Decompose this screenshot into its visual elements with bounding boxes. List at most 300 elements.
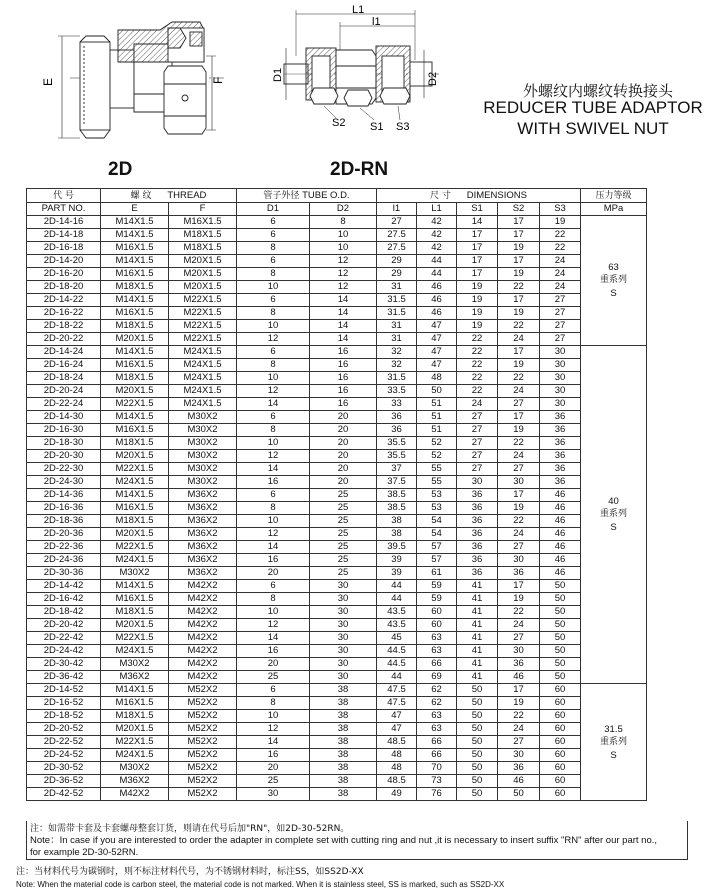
table-cell: M14X1.5 bbox=[101, 346, 169, 359]
table-cell: 27 bbox=[457, 437, 498, 450]
table-cell: 30 bbox=[310, 645, 377, 658]
table-cell: 41 bbox=[457, 658, 498, 671]
table-cell: 19 bbox=[457, 294, 498, 307]
table-cell: 30 bbox=[310, 593, 377, 606]
table-cell: 46 bbox=[540, 515, 581, 528]
table-cell: 22 bbox=[540, 229, 581, 242]
table-cell: 31.5 bbox=[377, 294, 417, 307]
table-cell: 19 bbox=[540, 216, 581, 229]
table-cell: 19 bbox=[457, 307, 498, 320]
table-cell: 19 bbox=[457, 281, 498, 294]
table-cell: M30X2 bbox=[101, 762, 169, 775]
table-cell: M52X2 bbox=[169, 788, 237, 801]
dim-label-S2: S2 bbox=[332, 117, 346, 129]
table-cell: M36X2 bbox=[101, 775, 169, 788]
table-cell: M20X1.5 bbox=[169, 281, 237, 294]
table-cell: 10 bbox=[237, 372, 310, 385]
table-cell: 41 bbox=[457, 671, 498, 684]
table-cell: M14X1.5 bbox=[101, 580, 169, 593]
header-tube bbox=[237, 189, 377, 203]
table-cell: 36 bbox=[457, 528, 498, 541]
table-cell: 42 bbox=[417, 229, 457, 242]
table-row bbox=[27, 450, 647, 463]
table-cell: 36 bbox=[498, 567, 540, 580]
table-cell: 36 bbox=[540, 437, 581, 450]
table-cell: 17 bbox=[498, 294, 540, 307]
part-number-cell: 2D-24-42 bbox=[27, 645, 101, 658]
table-cell: 27 bbox=[498, 541, 540, 554]
table-row bbox=[27, 632, 647, 645]
table-cell: 38 bbox=[310, 736, 377, 749]
table-cell: 44 bbox=[417, 268, 457, 281]
table-cell: 36 bbox=[540, 424, 581, 437]
table-cell: M36X2 bbox=[169, 541, 237, 554]
table-cell: 29 bbox=[377, 268, 417, 281]
table-row bbox=[27, 749, 647, 762]
header-tube-cn: 管子外径 bbox=[263, 190, 300, 201]
table-row bbox=[27, 736, 647, 749]
table-cell: 42 bbox=[417, 216, 457, 229]
table-cell: 16 bbox=[310, 385, 377, 398]
table-cell: 10 bbox=[237, 281, 310, 294]
table-cell: 50 bbox=[457, 684, 498, 697]
table-cell: 73 bbox=[417, 775, 457, 788]
table-cell: 16 bbox=[310, 398, 377, 411]
table-cell: 30 bbox=[310, 658, 377, 671]
table-cell: 27 bbox=[498, 632, 540, 645]
table-cell: 46 bbox=[540, 554, 581, 567]
table-cell: 31 bbox=[377, 320, 417, 333]
table-cell: 50 bbox=[540, 671, 581, 684]
dim-label-D1: D1 bbox=[272, 67, 284, 82]
table-cell: 25 bbox=[310, 554, 377, 567]
header-part-en: PART NO. bbox=[27, 203, 101, 216]
table-cell: M42X2 bbox=[169, 658, 237, 671]
table-cell: 50 bbox=[457, 749, 498, 762]
dim-label-S3: S3 bbox=[396, 121, 410, 133]
table-cell: 17 bbox=[457, 255, 498, 268]
header-dimensions bbox=[377, 189, 581, 203]
table-cell: M52X2 bbox=[169, 775, 237, 788]
table-cell: 44 bbox=[377, 580, 417, 593]
table-row bbox=[27, 606, 647, 619]
table-cell: 41 bbox=[457, 606, 498, 619]
table-cell: 19 bbox=[498, 359, 540, 372]
table-cell: 12 bbox=[310, 281, 377, 294]
part-number-cell: 2D-22-36 bbox=[27, 541, 101, 554]
table-cell: 36 bbox=[457, 502, 498, 515]
table-cell: 30 bbox=[498, 476, 540, 489]
table-cell: 38 bbox=[310, 697, 377, 710]
table-cell: M42X2 bbox=[169, 606, 237, 619]
order-note-example: for example 2D-30-52RN. bbox=[30, 847, 139, 858]
table-cell: 63 bbox=[417, 645, 457, 658]
table-cell: 63 bbox=[417, 632, 457, 645]
table-row bbox=[27, 281, 647, 294]
header-col-s1: S1 bbox=[457, 203, 498, 216]
order-note-en: Note：In case if you are interested to order the adapter in complete set with cutting ring and nut ,it is necessary to insert suffix "RN" after our part no., bbox=[30, 835, 658, 846]
table-cell: 32 bbox=[377, 359, 417, 372]
table-cell: 10 bbox=[237, 710, 310, 723]
table-cell: 38 bbox=[310, 788, 377, 801]
table-cell: 60 bbox=[540, 723, 581, 736]
header-dim-cn: 尺 寸 bbox=[430, 190, 451, 201]
table-cell: M36X2 bbox=[169, 554, 237, 567]
pressure-mpa: 40 bbox=[608, 496, 619, 507]
table-cell: 48 bbox=[377, 762, 417, 775]
table-cell: M20X1.5 bbox=[101, 450, 169, 463]
table-cell: 12 bbox=[237, 450, 310, 463]
header-col-d2: D2 bbox=[310, 203, 377, 216]
part-number-cell: 2D-20-36 bbox=[27, 528, 101, 541]
table-cell: 50 bbox=[540, 619, 581, 632]
table-cell: 47.5 bbox=[377, 697, 417, 710]
table-cell: 20 bbox=[310, 476, 377, 489]
table-cell: 19 bbox=[498, 307, 540, 320]
table-row bbox=[27, 385, 647, 398]
table-cell: 62 bbox=[417, 684, 457, 697]
table-row bbox=[27, 580, 647, 593]
table-cell: 44.5 bbox=[377, 658, 417, 671]
table-cell: M16X1.5 bbox=[101, 697, 169, 710]
table-cell: M36X2 bbox=[169, 567, 237, 580]
part-number-cell: 2D-16-24 bbox=[27, 359, 101, 372]
table-body bbox=[27, 216, 647, 801]
table-cell: 38.5 bbox=[377, 502, 417, 515]
table-cell: M52X2 bbox=[169, 710, 237, 723]
table-cell: 39.5 bbox=[377, 541, 417, 554]
part-number-cell: 2D-14-16 bbox=[27, 216, 101, 229]
table-cell: 54 bbox=[417, 528, 457, 541]
table-row bbox=[27, 762, 647, 775]
header-thread-cn: 螺 纹 bbox=[130, 190, 152, 201]
table-cell: 47 bbox=[417, 359, 457, 372]
table-cell: 43.5 bbox=[377, 619, 417, 632]
table-cell: M22X1.5 bbox=[101, 398, 169, 411]
table-cell: 37 bbox=[377, 463, 417, 476]
part-number-cell: 2D-16-22 bbox=[27, 307, 101, 320]
pressure-series: S bbox=[610, 522, 617, 533]
table-row bbox=[27, 671, 647, 684]
table-cell: 14 bbox=[237, 398, 310, 411]
table-cell: 46 bbox=[540, 528, 581, 541]
table-cell: 60 bbox=[540, 775, 581, 788]
table-cell: 17 bbox=[498, 346, 540, 359]
table-cell: 22 bbox=[457, 372, 498, 385]
table-cell: 30 bbox=[540, 398, 581, 411]
table-cell: M24X1.5 bbox=[169, 346, 237, 359]
pressure-mpa: 63 bbox=[608, 262, 619, 273]
part-number-cell: 2D-36-52 bbox=[27, 775, 101, 788]
table-cell: 66 bbox=[417, 658, 457, 671]
table-cell: M16X1.5 bbox=[101, 424, 169, 437]
table-cell: M22X1.5 bbox=[101, 541, 169, 554]
table-row bbox=[27, 723, 647, 736]
dim-label-L1: L1 bbox=[352, 4, 365, 16]
table-cell: 50 bbox=[457, 723, 498, 736]
header-part-cn: 代 号 bbox=[27, 189, 101, 203]
part-number-cell: 2D-14-24 bbox=[27, 346, 101, 359]
table-row bbox=[27, 775, 647, 788]
table-cell: 59 bbox=[417, 593, 457, 606]
table-cell: 22 bbox=[498, 372, 540, 385]
table-cell: 46 bbox=[540, 541, 581, 554]
table-cell: M14X1.5 bbox=[101, 411, 169, 424]
table-cell: 14 bbox=[310, 333, 377, 346]
table-cell: 14 bbox=[237, 541, 310, 554]
table-cell: 46 bbox=[540, 489, 581, 502]
table-cell: 61 bbox=[417, 567, 457, 580]
dim-label-e: E bbox=[41, 77, 55, 86]
table-row bbox=[27, 398, 647, 411]
header-col-s3: S3 bbox=[540, 203, 581, 216]
table-cell: 36 bbox=[540, 411, 581, 424]
table-cell: 43.5 bbox=[377, 606, 417, 619]
table-cell: 32 bbox=[377, 346, 417, 359]
part-number-cell: 2D-42-52 bbox=[27, 788, 101, 801]
table-cell: 50 bbox=[457, 710, 498, 723]
table-cell: M36X2 bbox=[101, 671, 169, 684]
table-cell: 24 bbox=[498, 723, 540, 736]
table-cell: 55 bbox=[417, 476, 457, 489]
table-cell: 63 bbox=[417, 710, 457, 723]
table-cell: 16 bbox=[237, 554, 310, 567]
table-cell: 24 bbox=[498, 333, 540, 346]
table-cell: M18X1.5 bbox=[101, 320, 169, 333]
table-cell: 36 bbox=[457, 541, 498, 554]
table-cell: M20X1.5 bbox=[101, 385, 169, 398]
table-row bbox=[27, 333, 647, 346]
table-cell: 36 bbox=[457, 515, 498, 528]
table-header-row-2 bbox=[27, 203, 647, 216]
table-cell: M52X2 bbox=[169, 684, 237, 697]
table-cell: 27 bbox=[498, 463, 540, 476]
table-cell: 6 bbox=[237, 684, 310, 697]
table-cell: 25 bbox=[310, 567, 377, 580]
table-cell: M30X2 bbox=[169, 476, 237, 489]
table-cell: 36 bbox=[457, 567, 498, 580]
table-cell: 6 bbox=[237, 216, 310, 229]
dim-label-D2: D2 bbox=[427, 71, 439, 86]
table-cell: 8 bbox=[237, 268, 310, 281]
header-col-s2: S2 bbox=[498, 203, 540, 216]
part-number-cell: 2D-36-42 bbox=[27, 671, 101, 684]
table-cell: M14X1.5 bbox=[101, 684, 169, 697]
table-cell: M22X1.5 bbox=[169, 333, 237, 346]
part-number-cell: 2D-20-42 bbox=[27, 619, 101, 632]
pressure-cn: 重系列 bbox=[599, 509, 627, 519]
table-cell: 55 bbox=[417, 463, 457, 476]
table-cell: 44.5 bbox=[377, 645, 417, 658]
table-cell: 27.5 bbox=[377, 229, 417, 242]
table-cell: 38 bbox=[310, 710, 377, 723]
part-number-cell: 2D-16-52 bbox=[27, 697, 101, 710]
table-cell: 20 bbox=[310, 424, 377, 437]
table-row bbox=[27, 294, 647, 307]
table-cell: 27 bbox=[498, 736, 540, 749]
table-cell: 24 bbox=[540, 255, 581, 268]
part-number-cell: 2D-16-42 bbox=[27, 593, 101, 606]
dim-label-f: F bbox=[211, 76, 225, 84]
table-cell: 14 bbox=[237, 736, 310, 749]
table-cell: 8 bbox=[237, 424, 310, 437]
table-cell: 30 bbox=[310, 606, 377, 619]
part-number-cell: 2D-16-20 bbox=[27, 268, 101, 281]
part-number-cell: 2D-18-20 bbox=[27, 281, 101, 294]
table-cell: 19 bbox=[498, 424, 540, 437]
header-pressure-cn: 压力等级 bbox=[581, 189, 647, 203]
table-cell: M24X1.5 bbox=[169, 398, 237, 411]
table-cell: 14 bbox=[310, 307, 377, 320]
table-cell: M42X2 bbox=[101, 788, 169, 801]
drawing-2d bbox=[58, 22, 225, 138]
table-row bbox=[27, 528, 647, 541]
part-number-cell: 2D-24-30 bbox=[27, 476, 101, 489]
table-cell: 14 bbox=[310, 294, 377, 307]
table-cell: 60 bbox=[417, 619, 457, 632]
table-cell: 36 bbox=[457, 489, 498, 502]
table-cell: 41 bbox=[457, 593, 498, 606]
table-cell: 66 bbox=[417, 749, 457, 762]
table-cell: 22 bbox=[498, 606, 540, 619]
pressure-series: S bbox=[610, 288, 617, 299]
table-cell: M42X2 bbox=[169, 619, 237, 632]
table-cell: M14X1.5 bbox=[101, 216, 169, 229]
part-number-cell: 2D-18-24 bbox=[27, 372, 101, 385]
table-cell: 60 bbox=[540, 762, 581, 775]
table-cell: M18X1.5 bbox=[101, 372, 169, 385]
table-row bbox=[27, 697, 647, 710]
table-cell: 6 bbox=[237, 411, 310, 424]
part-number-cell: 2D-22-52 bbox=[27, 736, 101, 749]
part-number-cell: 2D-14-20 bbox=[27, 255, 101, 268]
table-row bbox=[27, 242, 647, 255]
table-cell: 10 bbox=[237, 606, 310, 619]
table-cell: 52 bbox=[417, 437, 457, 450]
table-cell: 12 bbox=[237, 619, 310, 632]
header-tube-en: TUBE O.D. bbox=[302, 189, 350, 201]
table-cell: M36X2 bbox=[169, 528, 237, 541]
table-cell: 38 bbox=[310, 684, 377, 697]
table-cell: 50 bbox=[540, 580, 581, 593]
table-cell: M14X1.5 bbox=[101, 255, 169, 268]
table-cell: M30X2 bbox=[169, 424, 237, 437]
header-col-l1-small: l1 bbox=[377, 203, 417, 216]
table-cell: 12 bbox=[310, 255, 377, 268]
table-cell: 38 bbox=[310, 749, 377, 762]
table-cell: 22 bbox=[498, 437, 540, 450]
table-cell: 54 bbox=[417, 515, 457, 528]
table-cell: 38 bbox=[310, 723, 377, 736]
table-cell: 51 bbox=[417, 411, 457, 424]
table-cell: 60 bbox=[540, 710, 581, 723]
table-cell: 66 bbox=[417, 736, 457, 749]
table-cell: 14 bbox=[237, 632, 310, 645]
pressure-cn: 重系列 bbox=[599, 275, 627, 285]
table-cell: M14X1.5 bbox=[101, 229, 169, 242]
table-cell: 51 bbox=[417, 424, 457, 437]
table-cell: 60 bbox=[417, 606, 457, 619]
table-cell: 22 bbox=[457, 385, 498, 398]
table-cell: 27 bbox=[457, 424, 498, 437]
pressure-class-cell bbox=[581, 346, 647, 684]
table-cell: 38 bbox=[310, 775, 377, 788]
table-cell: 41 bbox=[457, 645, 498, 658]
table-cell: 14 bbox=[457, 216, 498, 229]
table-cell: 6 bbox=[237, 229, 310, 242]
part-number-cell: 2D-16-36 bbox=[27, 502, 101, 515]
table-cell: 46 bbox=[540, 502, 581, 515]
part-number-cell: 2D-16-18 bbox=[27, 242, 101, 255]
table-row bbox=[27, 645, 647, 658]
table-cell: 27 bbox=[377, 216, 417, 229]
table-cell: 50 bbox=[540, 645, 581, 658]
table-cell: M16X1.5 bbox=[101, 307, 169, 320]
order-note-cn: 注：如需带卡套及卡套螺母整套订货，则请在代号后加"RN"，如2D-30-52RN。 bbox=[30, 824, 350, 834]
table-cell: 14 bbox=[310, 320, 377, 333]
table-cell: 8 bbox=[237, 697, 310, 710]
table-cell: 17 bbox=[498, 216, 540, 229]
table-cell: 48 bbox=[417, 372, 457, 385]
table-cell: 19 bbox=[498, 502, 540, 515]
table-cell: 30 bbox=[540, 346, 581, 359]
part-number-cell: 2D-18-52 bbox=[27, 710, 101, 723]
part-number-cell: 2D-16-30 bbox=[27, 424, 101, 437]
table-cell: 37.5 bbox=[377, 476, 417, 489]
table-row bbox=[27, 541, 647, 554]
table-cell: M18X1.5 bbox=[169, 229, 237, 242]
table-cell: 10 bbox=[237, 515, 310, 528]
header-dim-en: DIMENSIONS bbox=[466, 189, 527, 201]
table-cell: 30 bbox=[540, 359, 581, 372]
table-cell: 30 bbox=[237, 788, 310, 801]
table-cell: 47 bbox=[417, 346, 457, 359]
table-cell: 20 bbox=[310, 437, 377, 450]
table-cell: 10 bbox=[237, 437, 310, 450]
part-number-cell: 2D-24-52 bbox=[27, 749, 101, 762]
header-col-f: F bbox=[169, 203, 237, 216]
header-thread-en: THREAD bbox=[167, 189, 207, 201]
table-cell: 47 bbox=[417, 320, 457, 333]
table-row bbox=[27, 515, 647, 528]
table-cell: M30X2 bbox=[101, 567, 169, 580]
table-cell: 44 bbox=[377, 671, 417, 684]
table-row bbox=[27, 359, 647, 372]
table-cell: M22X1.5 bbox=[169, 294, 237, 307]
table-cell: 6 bbox=[237, 580, 310, 593]
table-cell: 50 bbox=[457, 697, 498, 710]
table-row bbox=[27, 489, 647, 502]
table-cell: 47.5 bbox=[377, 684, 417, 697]
part-number-cell: 2D-18-30 bbox=[27, 437, 101, 450]
table-cell: 44 bbox=[417, 255, 457, 268]
table-cell: 25 bbox=[310, 515, 377, 528]
table-cell: M52X2 bbox=[169, 723, 237, 736]
table-cell: 47 bbox=[377, 710, 417, 723]
table-cell: 45 bbox=[377, 632, 417, 645]
table-cell: 52 bbox=[417, 450, 457, 463]
table-cell: 42 bbox=[417, 242, 457, 255]
table-cell: 27 bbox=[540, 320, 581, 333]
table-cell: 50 bbox=[498, 788, 540, 801]
table-row bbox=[27, 684, 647, 697]
table-cell: M24X1.5 bbox=[101, 554, 169, 567]
table-cell: 47 bbox=[377, 723, 417, 736]
table-cell: 22 bbox=[457, 359, 498, 372]
part-number-cell: 2D-14-36 bbox=[27, 489, 101, 502]
table-cell: 47 bbox=[417, 333, 457, 346]
table-cell: 50 bbox=[540, 658, 581, 671]
